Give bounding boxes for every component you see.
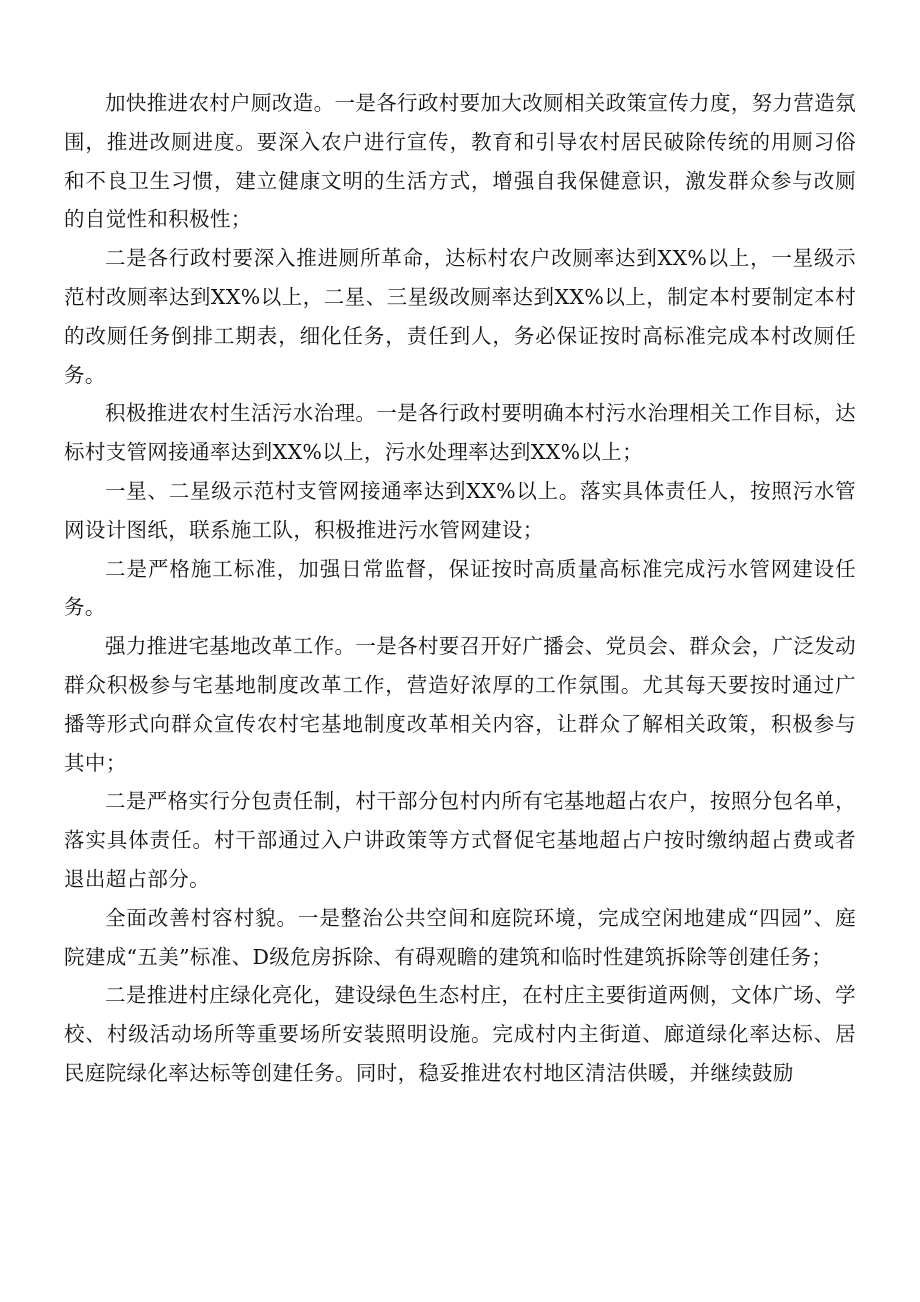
document-body — [64, 84, 856, 1093]
paragraph-homestead-reform: 强力推进宅基地改革工作。一是各村要召开好广播会、党员会、群众会，广泛发动群众积极参与宅基地制度改革工作，营造好浓厚的工作氛围。尤其每天要按时通过广播等形式向群众宣传农村宅基地制度改革相关内容，让群众了解相关政策，积极参与其中； — [64, 634, 856, 775]
paragraph-greening-lighting: 二是推进村庄绿化亮化，建设绿色生态村庄，在村庄主要街道两侧，文体广场、学校、村级活动场所等重要场所安装照明设施。完成村内主街道、廊道绿化率达标、居民庭院绿化率达标等创建任务。同时，稳妥推进农村地区清洁供暖，并继续鼓励 — [64, 983, 856, 1085]
paragraph-sewage-treatment: 积极推进农村生活污水治理。一是各行政村要明确本村污水治理相关工作目标，达标村支管网接通率达到XX%以上，污水处理率达到XX%以上； — [64, 401, 856, 465]
paragraph-toilet-revolution-targets: 二是各行政村要深入推进厕所革命，达标村农户改厕率达到XX%以上，一星级示范村改厕率达到XX%以上，二星、三星级改厕率达到XX%以上，制定本村要制定本村的改厕任务倒排工期表，细化任务，责任到人，务必保证按时高标准完成本村改厕任务。 — [64, 246, 856, 387]
paragraph-subcontract-responsibility: 二是严格实行分包责任制，村干部分包村内所有宅基地超占农户，按照分包名单，落实具体责任。村干部通过入户讲政策等方式督促宅基地超占户按时缴纳超占费或者退出超占部分。 — [64, 789, 856, 891]
paragraph-construction-standards: 二是严格施工标准，加强日常监督，保证按时高质量高标准完成污水管网建设任务。 — [64, 556, 856, 620]
paragraph-sewage-network-responsibility: 一星、二星级示范村支管网接通率达到XX%以上。落实具体责任人，按照污水管网设计图纸，联系施工队，积极推进污水管网建设； — [64, 478, 856, 542]
paragraph-village-appearance: 全面改善村容村貌。一是整治公共空间和庭院环境，完成空闲地建成“四园”、庭院建成“五美”标准、D级危房拆除、有碍观瞻的建筑和临时性建筑拆除等创建任务； — [64, 905, 856, 969]
paragraph-toilet-renovation: 加快推进农村户厕改造。一是各行政村要加大改厕相关政策宣传力度，努力营造氛围，推进改厕进度。要深入农户进行宣传，教育和引导农村居民破除传统的用厕习俗和不良卫生习惯，建立健康文明的生活方式，增强自我保健意识，激发群众参与改厕的自觉性和积极性； — [64, 91, 856, 232]
